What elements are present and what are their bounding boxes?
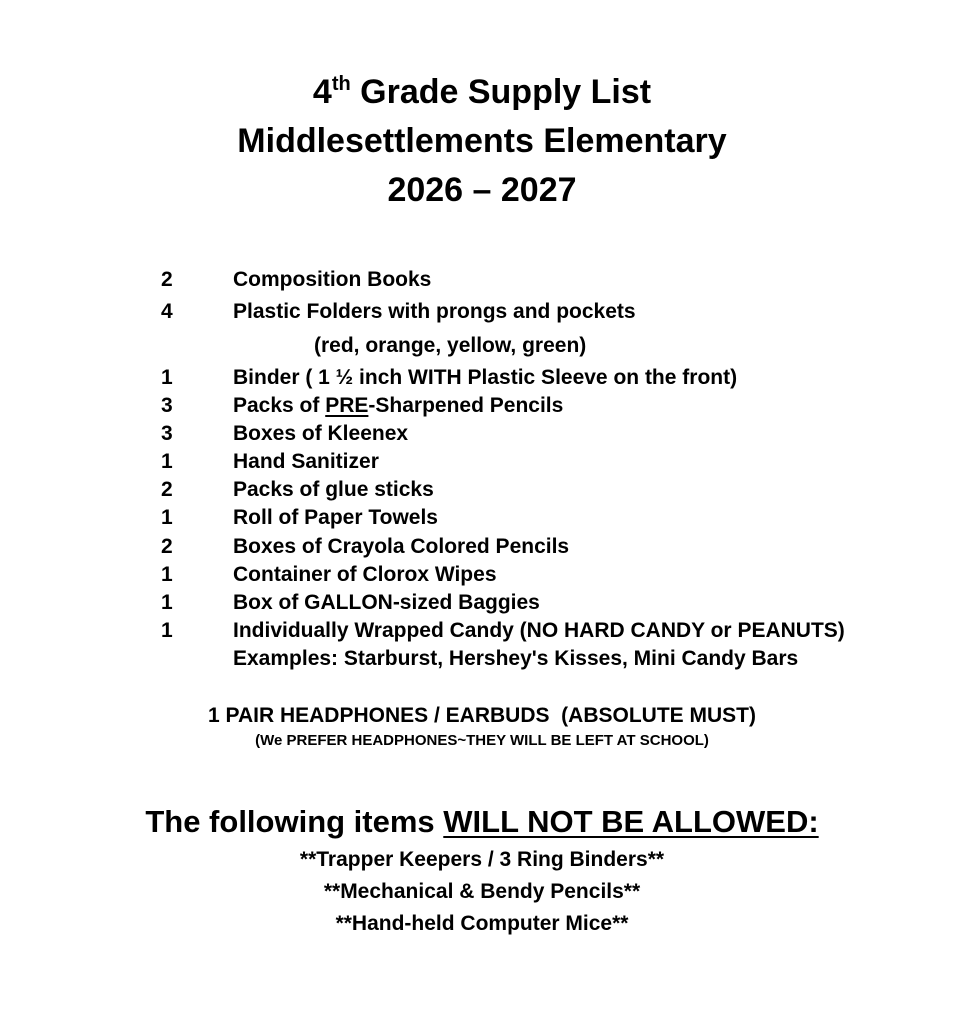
- item-subnote: Examples: Starburst, Hershey's Kisses, Mini Candy Bars: [233, 647, 799, 670]
- list-item: [0, 561, 960, 589]
- item-description: Roll of Paper Towels: [233, 506, 438, 529]
- list-item: [0, 298, 960, 326]
- document-title: [0, 68, 960, 215]
- item-description: Container of Clorox Wipes: [233, 563, 497, 586]
- item-description-part: Packs of: [233, 394, 326, 417]
- item-description: Boxes of Kleenex: [233, 422, 409, 445]
- item-quantity: 1: [161, 450, 173, 473]
- item-quantity: 1: [161, 506, 173, 529]
- not-allowed-heading-emphasis: WILL NOT BE ALLOWED:: [443, 804, 819, 839]
- item-description: Boxes of Crayola Colored Pencils: [233, 535, 570, 558]
- item-description: Binder ( 1 ½ inch WITH Plastic Sleeve on the front): [233, 366, 738, 389]
- item-quantity: 3: [161, 394, 173, 417]
- item-quantity: 4: [161, 300, 173, 323]
- not-allowed-heading: [0, 802, 960, 842]
- list-item: [0, 617, 960, 645]
- item-description: Individually Wrapped Candy (NO HARD CANDY or PEANUTS): [233, 619, 845, 642]
- item-subnote: (red, orange, yellow, green): [314, 334, 587, 357]
- item-description: Composition Books: [233, 268, 432, 291]
- item-quantity: 2: [161, 268, 173, 291]
- list-item: [0, 589, 960, 617]
- item-description: Hand Sanitizer: [233, 450, 379, 473]
- title-text: Grade Supply List: [350, 73, 652, 111]
- school-name: Middlesettlements Elementary: [237, 122, 727, 160]
- item-quantity: 1: [161, 366, 173, 389]
- not-allowed-heading-prefix: The following items: [145, 804, 444, 839]
- headphones-requirement: 1 PAIR HEADPHONES / EARBUDS (ABSOLUTE MUST): [208, 704, 756, 727]
- not-allowed-list: [0, 844, 960, 940]
- list-item: [0, 392, 960, 420]
- list-item: [0, 476, 960, 504]
- item-quantity: 3: [161, 422, 173, 445]
- not-allowed-item: **Mechanical & Bendy Pencils**: [323, 880, 641, 903]
- list-item: [0, 364, 960, 392]
- list-item: [0, 420, 960, 448]
- list-item: [0, 266, 960, 294]
- item-description: [233, 392, 563, 420]
- grade-number: 4: [312, 73, 332, 111]
- list-item: [0, 504, 960, 532]
- not-allowed-item: **Hand-held Computer Mice**: [335, 912, 629, 935]
- grade-ordinal-suffix: th: [331, 73, 351, 95]
- not-allowed-item: **Trapper Keepers / 3 Ring Binders**: [299, 848, 665, 871]
- item-description-part: -Sharpened Pencils: [368, 394, 564, 417]
- item-description: Packs of glue sticks: [233, 478, 434, 501]
- list-item: [0, 448, 960, 476]
- item-quantity: 1: [161, 591, 173, 614]
- school-year: 2026 – 2027: [387, 171, 577, 209]
- list-item: [0, 533, 960, 561]
- item-quantity: 2: [161, 478, 173, 501]
- item-quantity: 2: [161, 535, 173, 558]
- item-description: Box of GALLON-sized Baggies: [233, 591, 540, 614]
- item-quantity: 1: [161, 563, 173, 586]
- item-description: Plastic Folders with prongs and pockets: [233, 300, 636, 323]
- item-quantity: 1: [161, 619, 173, 642]
- title-grade-line: [0, 68, 960, 117]
- item-description-emphasis: PRE: [325, 394, 369, 417]
- headphones-note: (We PREFER HEADPHONES~THEY WILL BE LEFT AT SCHOOL): [255, 732, 709, 749]
